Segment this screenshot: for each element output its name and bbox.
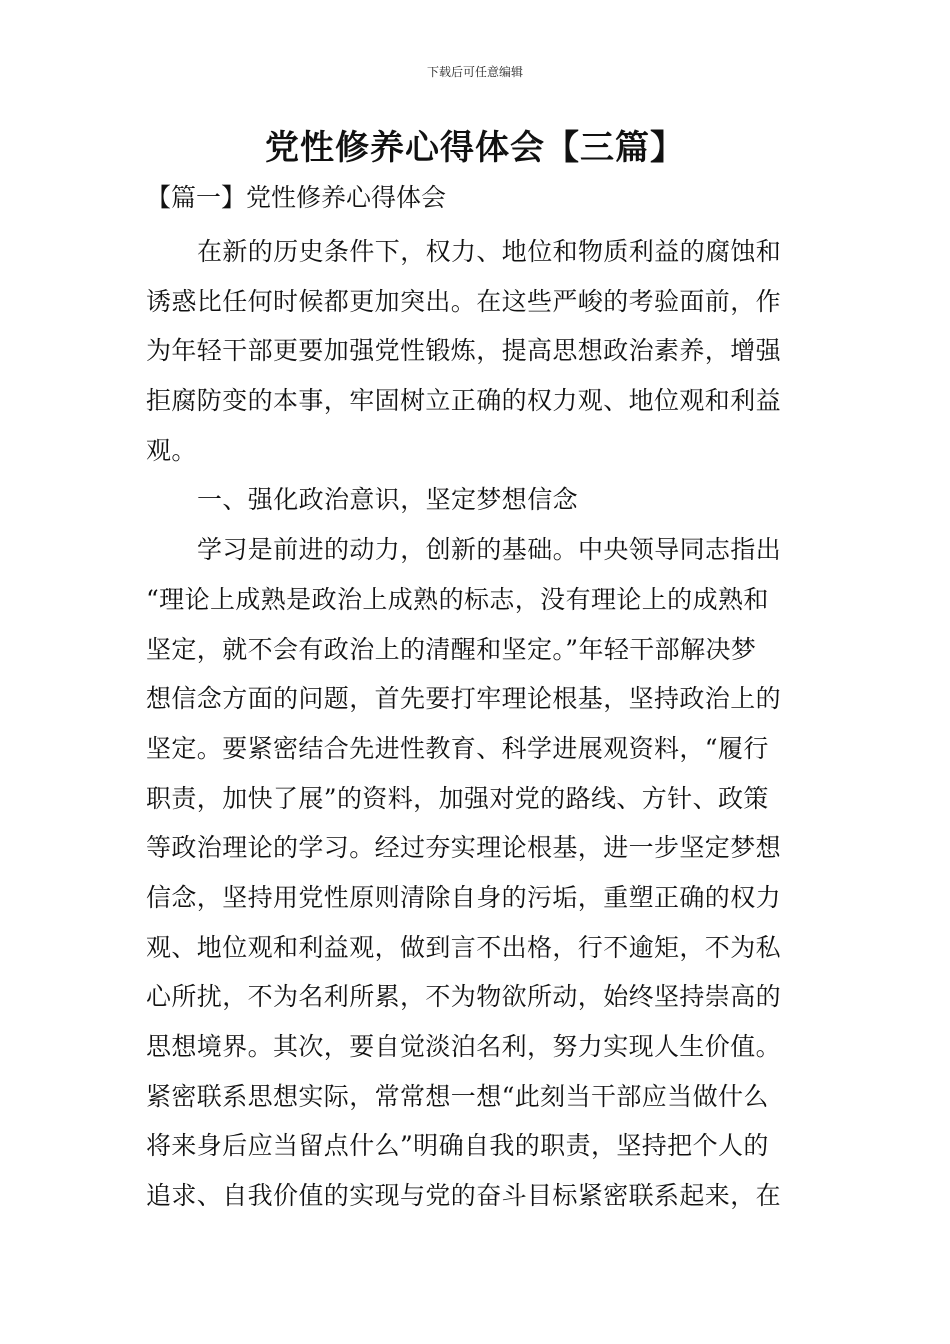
header-note: 下载后可任意编辑 xyxy=(426,65,523,79)
paragraph-line: 在新的历史条件下，权力、地位和物质利益的腐蚀和 xyxy=(197,237,782,266)
paragraph-line: 思想境界。其次，要自觉淡泊名利，努力实现人生价值。 xyxy=(146,1032,782,1061)
paragraph-line: 紧密联系思想实际，常常想一想“此刻当干部应当做什么 xyxy=(146,1081,769,1111)
paragraph-line: “理论上成熟是政治上成熟的标志，没有理论上的成熟和 xyxy=(146,584,769,614)
paragraph-line: 想信念方面的问题，首先要打牢理论根基，坚持政治上的 xyxy=(146,684,782,714)
paragraph-line: 拒腐防变的本事，牢固树立正确的权力观、地位观和利益 xyxy=(146,386,782,416)
paragraph-line: 坚定。要紧密结合先进性教育、科学进展观资料，“履行 xyxy=(146,733,769,763)
paragraph-line: 信念，坚持用党性原则清除自身的污垢，重塑正确的权力 xyxy=(146,882,782,912)
paragraph-line: 追求、自我价值的实现与党的奋斗目标紧密联系起来，在 xyxy=(146,1181,782,1211)
paragraph-line: 观、地位观和利益观，做到言不出格，行不逾矩，不为私 xyxy=(146,932,782,962)
paragraph-line: 坚定，就不会有政治上的清醒和坚定。”年轻干部解决梦 xyxy=(146,634,757,664)
paragraph-line: 诱惑比任何时候都更加突出。在这些严峻的考验面前，作 xyxy=(146,286,782,316)
paragraph-line: 职责，加快了展”的资料，加强对党的路线、方针、政策 xyxy=(146,783,769,813)
paragraph-line: 为年轻干部更要加强党性锻炼，提高思想政治素养，增强 xyxy=(146,336,782,366)
subheading: 一、强化政治意识，坚定梦想信念 xyxy=(197,485,579,515)
document-title: 党性修养心得体会【三篇】 xyxy=(265,128,685,168)
paragraph-line: 将来身后应当留点什么”明确自我的职责，坚持把个人的 xyxy=(146,1131,769,1161)
paragraph-line: 观。 xyxy=(146,435,197,465)
paragraph-line: 等政治理论的学习。经过夯实理论根基，进一步坚定梦想 xyxy=(146,833,782,863)
paragraph-line: 学习是前进的动力，创新的基础。中央领导同志指出 xyxy=(197,535,782,565)
paragraph-line: 心所扰，不为名利所累，不为物欲所动，始终坚持崇高的 xyxy=(146,982,782,1012)
section-heading: 【篇一】党性修养心得体会 xyxy=(146,183,447,212)
body-text xyxy=(146,227,806,1221)
